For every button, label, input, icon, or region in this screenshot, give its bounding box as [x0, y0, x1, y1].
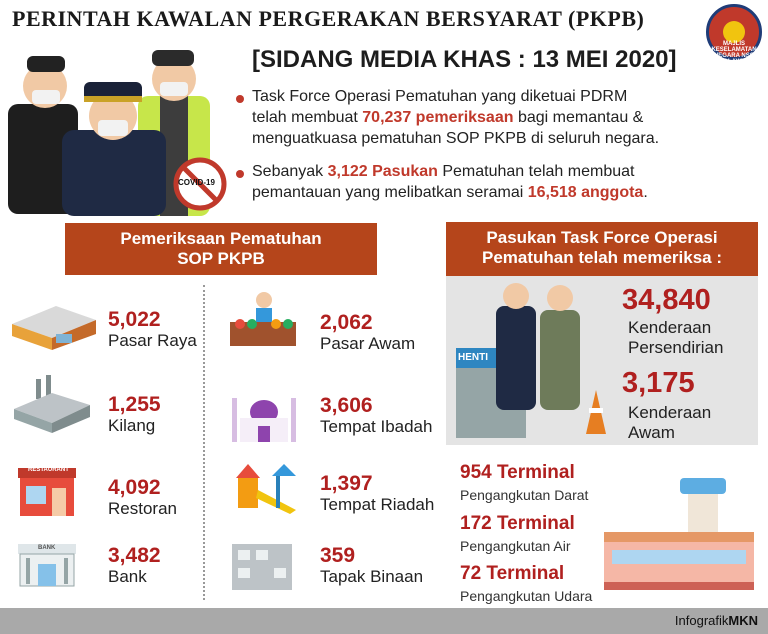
bullet-2-line1 [252, 161, 648, 182]
team-count: 3,122 Pasukan [327, 163, 438, 180]
bullet-1-line1: Task Force Operasi Pematuhan yang diketuai PDRM [252, 88, 628, 105]
bullet-1-text: bagi memantau & [513, 109, 644, 126]
stop-sign-text: HENTI [458, 352, 488, 363]
bullet-1-line2 [252, 107, 659, 128]
covid-sticker-text: COVID-19 [178, 178, 215, 187]
bullet-2-line2 [252, 182, 648, 203]
bullet-dot [236, 170, 244, 178]
bullet-1-text: telah membuat [252, 109, 363, 126]
footer-bar [0, 608, 768, 634]
brand-suffix: MKN [728, 613, 758, 628]
terminal-label: Pengangkutan Darat [460, 487, 589, 503]
bullet-2-text: Sebanyak [252, 163, 328, 180]
footer-brand [675, 613, 758, 628]
crest-icon [723, 21, 745, 43]
heading-line: Pematuhan telah memeriksa : [482, 248, 722, 267]
inspection-value: 359 [320, 544, 356, 567]
terminal-label: Pengangkutan Udara [460, 588, 593, 604]
inspection-value: 2,062 [320, 311, 373, 334]
inspection-label: Tempat Ibadah [320, 417, 433, 436]
page-title: PERINTAH KAWALAN PERGERAKAN BERSYARAT (PKPB) [12, 6, 645, 31]
construction-icon [228, 540, 298, 592]
terminal-value: 172 Terminal [460, 513, 575, 534]
bullet-2-text: pemantauan yang melibatkan seramai [252, 184, 528, 201]
bullet-1-line3: menguatkuasa pematuhan SOP PKPB di seluruh negara. [252, 130, 660, 147]
bullet-2-text: . [643, 184, 648, 201]
bullet-2-text: Pematuhan telah membuat [437, 163, 635, 180]
heading-line: SOP PKPB [177, 249, 265, 268]
vehicle-label [628, 318, 723, 358]
inspection-label: Kilang [108, 416, 156, 435]
inspection-value: 4,092 [108, 476, 161, 499]
market-stall-icon [226, 288, 300, 350]
vehicle-value: 3,175 [622, 367, 695, 399]
brand-prefix: Infografik [674, 613, 729, 628]
inspection-value: 3,606 [320, 394, 373, 417]
section-heading-task-force [446, 222, 758, 276]
factory-icon [10, 375, 92, 435]
nsc-logo [706, 4, 762, 65]
section-heading-inspections [65, 223, 377, 275]
inspection-label: Tapak Binaan [320, 567, 424, 586]
bullet-2 [252, 161, 648, 203]
heading-line: Pasukan Task Force Operasi [486, 228, 718, 247]
vehicle-label [628, 403, 711, 443]
inspection-label: Restoran [108, 499, 177, 518]
terminal-label: Pengangkutan Air [460, 538, 571, 554]
terminal-value: 954 Terminal [460, 462, 575, 483]
airport-terminal-icon [600, 470, 760, 600]
mosque-icon [228, 388, 300, 444]
bullet-dot [236, 95, 244, 103]
inspection-value: 3,482 [108, 544, 161, 567]
restaurant-sign-text: RESTAURANT [28, 467, 69, 473]
officers-illustration [0, 34, 245, 216]
vehicle-value: 34,840 [622, 284, 711, 316]
vehicle-label-line: Kenderaan [628, 318, 712, 337]
inspection-value: 1,397 [320, 472, 373, 495]
supermarket-icon [8, 298, 100, 352]
vehicle-label-line: Kenderaan [628, 403, 712, 422]
member-count: 16,518 anggota [527, 184, 644, 201]
bullet-1 [252, 86, 659, 149]
vehicle-label-line: Persendirian [628, 338, 724, 357]
playground-icon [226, 460, 302, 516]
inspection-count: 70,237 pemeriksaan [362, 109, 514, 126]
restaurant-icon [14, 466, 80, 518]
inspection-label: Bank [108, 567, 147, 586]
inspection-label: Pasar Raya [108, 331, 197, 350]
inspection-label: Tempat Riadah [320, 495, 435, 514]
inspection-value: 5,022 [108, 308, 161, 331]
vehicle-label-line: Awam [628, 423, 675, 442]
media-heading: [SIDANG MEDIA KHAS : 13 MEI 2020] [252, 46, 677, 73]
terminal-value: 72 Terminal [460, 563, 565, 584]
inspection-label: Pasar Awam [320, 334, 416, 353]
heading-line: Pemeriksaan Pematuhan [120, 229, 322, 248]
logo-text: MAJLIS KESELAMATAN NEGARA NSC MALAYSIA [711, 41, 757, 65]
inspection-value: 1,255 [108, 393, 161, 416]
column-divider [203, 285, 205, 600]
bank-sign-text: BANK [38, 545, 56, 551]
